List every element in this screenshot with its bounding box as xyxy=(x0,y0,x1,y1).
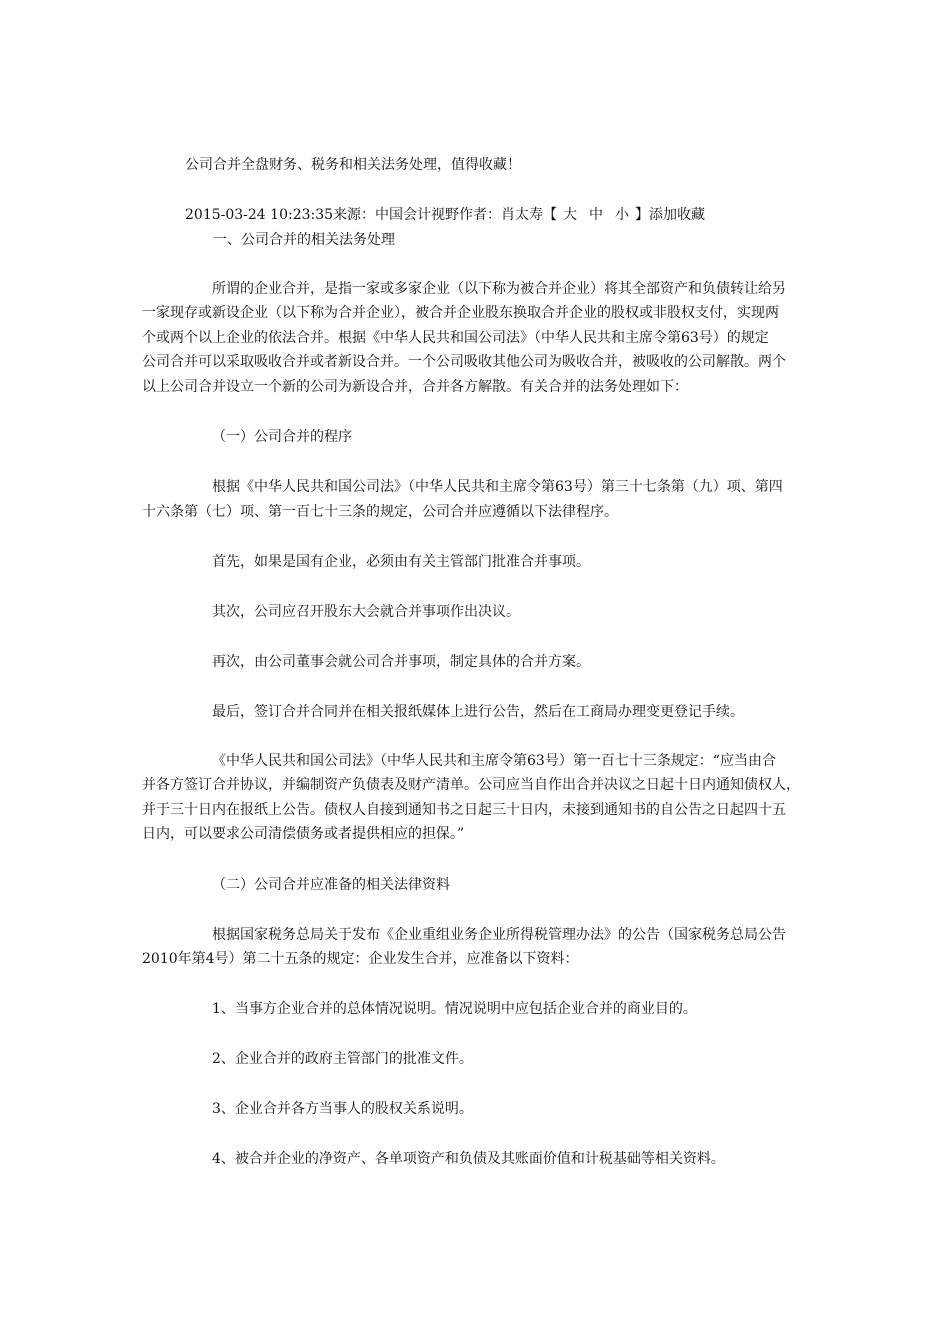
source-label: 来源： xyxy=(333,207,376,223)
paragraph-line: 日内，可以要求公司清偿债务或者提供相应的担保。” xyxy=(142,826,465,842)
list-item: 3、企业合并各方当事人的股权关系说明。 xyxy=(212,1101,473,1117)
paragraph-line: 2010年第4号）第二十五条的规定：企业发生合并，应准备以下资料： xyxy=(142,951,579,967)
add-favorite-link[interactable]: 添加收藏 xyxy=(649,207,706,223)
section-heading: 一、公司合并的相关法务处理 xyxy=(213,232,395,248)
list-item: 4、被合并企业的净资产、各单项资产和负债及其账面价值和计税基础等相关资料。 xyxy=(212,1151,725,1167)
paragraph-line: 公司合并可以采取吸收合并或者新设合并。一个公司吸收其他公司为吸收合并，被吸收的公司解散。两个 xyxy=(142,354,786,370)
paragraph-line: 《中华人民共和国公司法》（中华人民共和主席令第63号）第一百七十三条规定：“应当由合 xyxy=(212,753,776,769)
paragraph-line: 并于三十日内在报纸上公告。债权人自接到通知书之日起三十日内，未接到通知书的自公告之日起四十五 xyxy=(142,802,786,818)
publish-datetime: 2015-03-24 10:23:35 xyxy=(185,207,334,223)
author-name: 肖太寿 xyxy=(501,207,544,223)
paragraph-line: 以上公司合并设立一个新的公司为新设合并，合并各方解散。有关合并的法务处理如下： xyxy=(142,379,688,395)
paragraph-line: 根据国家税务总局关于发布《企业重组业务企业所得税管理办法》的公告（国家税务总局公告 xyxy=(212,927,786,943)
paragraph: 其次，公司应召开股东大会就合并事项作出决议。 xyxy=(212,604,520,620)
author-label: 作者： xyxy=(459,207,502,223)
font-size-small-button[interactable]: 小 xyxy=(615,207,630,223)
font-size-large-button[interactable]: 大 xyxy=(563,207,578,223)
paragraph-line: 一家现存或新设企业（以下称为合并企业），被合并企业股东换取合并企业的股权或非股权支付，实现两 xyxy=(142,305,779,321)
subsection-heading: （一）公司合并的程序 xyxy=(212,429,352,445)
list-item: 1、当事方企业合并的总体情况说明。情况说明中应包括企业合并的商业目的。 xyxy=(212,1001,697,1017)
paragraph: 再次，由公司董事会就公司合并事项，制定具体的合并方案。 xyxy=(212,654,590,670)
subsection-heading: （二）公司合并应准备的相关法律资料 xyxy=(212,877,450,893)
article-meta xyxy=(185,206,705,224)
paragraph-line: 个或两个以上企业的依法合并。根据《中华人民共和国公司法》（中华人民共和主席令第63号）的规定 xyxy=(142,330,769,346)
paragraph-line: 十六条第（七）项、第一百七十三条的规定，公司合并应遵循以下法律程序。 xyxy=(142,504,618,520)
font-size-bracket-close: 】 xyxy=(635,207,650,223)
article-title: 公司合并全盘财务、税务和相关法务处理，值得收藏！ xyxy=(185,157,521,173)
paragraph-line: 根据《中华人民共和国公司法》（中华人民共和主席令第63号）第三十七条第（九）项、第四 xyxy=(212,479,783,495)
paragraph-line: 所谓的企业合并，是指一家或多家企业（以下称为被合并企业）将其全部资产和负债转让给另 xyxy=(212,281,786,297)
paragraph: 首先，如果是国有企业，必须由有关主管部门批准合并事项。 xyxy=(212,554,590,570)
paragraph: 最后，签订合并合同并在相关报纸媒体上进行公告，然后在工商局办理变更登记手续。 xyxy=(212,704,744,720)
font-size-medium-button[interactable]: 中 xyxy=(589,207,604,223)
paragraph-line: 并各方签订合并协议，并编制资产负债表及财产清单。公司应当自作出合并决议之日起十日内通知债权人， xyxy=(142,777,800,793)
source-name: 中国会计视野 xyxy=(375,207,460,223)
font-size-bracket-open: 【 xyxy=(543,207,558,223)
list-item: 2、企业合并的政府主管部门的批准文件。 xyxy=(212,1051,473,1067)
